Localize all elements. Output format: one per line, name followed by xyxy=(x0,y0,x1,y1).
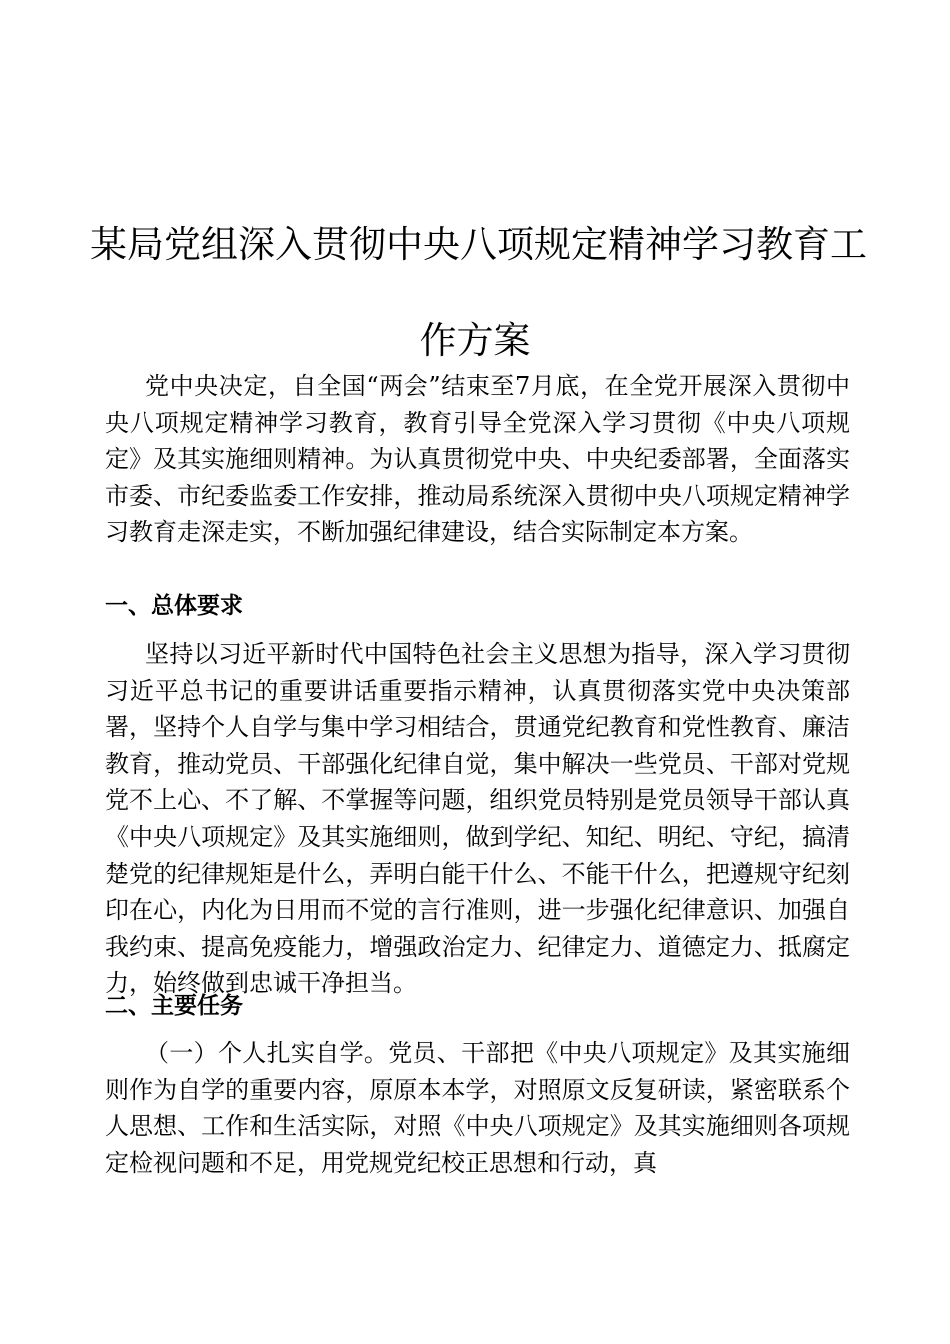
section-heading-main-tasks: 二、主要任务 xyxy=(105,993,243,1019)
document-title-line-2: 作方案 xyxy=(419,318,531,362)
document-title-line-1: 某局党组深入贯彻中央八项规定精神学习教育工 xyxy=(90,222,867,266)
intro-paragraph: 党中央决定，自全国“两会”结束至7月底，在全党开展深入贯彻中央八项规定精神学习教育，教育引导全党深入学习贯彻《中央八项规定》及其实施细则精神。为认真贯彻党中央、中央纪委部署，全面落实市委、市纪委监委工作安排，推动局系统深入贯彻中央八项规定精神学习教育走深走实，不断加强纪律建设，结合实际制定本方案。 xyxy=(105,372,850,547)
section-heading-general-requirements: 一、总体要求 xyxy=(105,593,243,619)
section-2-paragraph: （一）个人扎实自学。党员、干部把《中央八项规定》及其实施细则作为自学的重要内容，原原本本学，对照原文反复研读，紧密联系个人思想、工作和生活实际，对照《中央八项规定》及其实施细则各项规定检视问题和不足，用党规党纪校正思想和行动，真 xyxy=(105,1039,850,1177)
section-1-paragraph: 坚持以习近平新时代中国特色社会主义思想为指导，深入学习贯彻习近平总书记的重要讲话重要指示精神，认真贯彻落实党中央决策部署，坚持个人自学与集中学习相结合，贯通党纪教育和党性教育、廉洁教育，推动党员、干部强化纪律自觉，集中解决一些党员、干部对党规党不上心、不了解、不掌握等问题，组织党员特别是党员领导干部认真《中央八项规定》及其实施细则，做到学纪、知纪、明纪、守纪，搞清楚党的纪律规矩是什么，弄明白能干什么、不能干什么，把遵规守纪刻印在心，内化为日用而不觉的言行准则，进一步强化纪律意识、加强自我约束、提高免疫能力，增强政治定力、纪律定力、道德定力、抵腐定力，始终做到忠诚干净担当。 xyxy=(105,640,850,998)
